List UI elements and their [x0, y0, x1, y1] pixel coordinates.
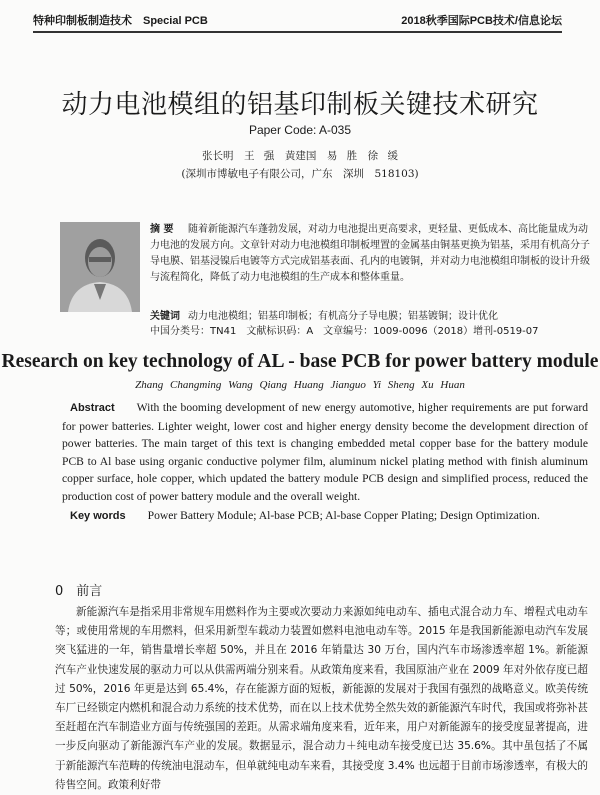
author-photo: [60, 222, 140, 312]
english-title: Research on key technology of AL - base PCB for power battery module: [1, 351, 599, 372]
cn-keywords: [150, 307, 498, 322]
en-abstract-label: Abstract: [70, 402, 115, 414]
english-abstract: [62, 399, 588, 526]
paper-code: Paper Code: A-035: [248, 123, 352, 137]
section-body: 新能源汽车是指采用非常规车用燃料作为主要或次要动力来源如纯电动车、插电式混合动力车、增程式电动车等；或使用常规的车用燃料，但采用新型车载动力装置如燃料电池电动车等。2015 年是我国新能源电动汽车发展突飞猛进的一年，销售量增长率超 50%，并且在 2016 年销量达 30 万台，国内汽车市场渗透率超 1%。新能源汽车产业快速发展的驱动力可以从供需两端分别来看。从政策角度来看，我国原油产业在 2009 年对外依存度已超过 50%，2016 年更是达到 65.4%，存在能源方面的短板，新能源的发展对于我国有强烈的战略意义。欧美传统车厂已经锁定内燃机和混合动力系统的技术优势，而在以上技术优势全然失效的新能源汽车时代，我国或将弥补甚至赶超在汽车制造业方面与传统强国的差距。从需求端角度来看，近年来，用户对新能源车的接受度显著提高，进一步反向驱动了新能源汽车产业的发展。数据显示，混合动力＋纯电动车接受度已达 35.6%。其中虽包括了不属于新能源汽车范畴的传统油电混动车，但单就纯电动车来看，其接受度 3.4% 也远超于目前市场渗透率，有极大的待售空间。政策利好带: [55, 606, 588, 791]
classification: 中国分类号：TN41 文献标识码：A 文章编号：1009-0096（2018）增刊-0519-07: [150, 326, 539, 337]
section-heading: 0 前言: [55, 584, 103, 599]
running-header-left: 特种印制板制造技术 Special PCB: [33, 15, 208, 27]
running-header-right: 2018秋季国际PCB技术/信息论坛: [401, 15, 562, 27]
en-abstract-text: With the booming development of new energy automotive, higher requirements are put forward for power batteries. Lighter weight, lower cost and higher energy density become the development direction of power batteries. The main target of this text is changing embedded metal copper base for the battery module PCB to Al base using organic conductive polymer film, aluminum nickel plating method with finish aluminum copper surface, hole copper, which updated the battery module PCB design and simplified process, reduced the production cost of power battery module and the overall weight.: [62, 401, 588, 503]
cn-abstract: [150, 222, 590, 286]
en-keywords-text: Power Battery Module; Al-base PCB; Al-base Copper Plating; Design Optimization.: [147, 509, 540, 522]
cn-keywords-label: 关键词: [150, 311, 180, 322]
cn-abstract-label: 摘 要: [150, 224, 174, 235]
paper-title: 动力电池模组的铝基印制板关键技术研究: [61, 90, 539, 120]
cn-abstract-text: 随着新能源汽车蓬勃发展，对动力电池提出更高要求，更轻量、更低成本、高比能量成为动力电池的发展方向。文章针对动力电池模组印制板埋置的金属基由铜基更换为铝基，采用有机高分子导电膜、铝基浸镍后电镀等方式完成铝基表面、孔内的电镀铜，并对动力电池模组印制板的设计升级与流程简化，降低了动力电池模组的生产成本和整体重量。: [150, 224, 590, 283]
header-rule: [33, 31, 562, 33]
affiliation: (深圳市博敏电子有限公司，广东 深圳 518103): [181, 168, 419, 180]
en-keywords-label: Key words: [70, 510, 126, 522]
authors: 张长明 王 强 黄建国 易 胜 徐 缓: [201, 150, 398, 162]
english-authors: Zhang Changming Wang Qiang Huang Jianguo Yi Sheng Xu Huan: [135, 379, 465, 391]
cn-keywords-text: 动力电池模组；铝基印制板；有机高分子导电膜；铝基镀铜；设计优化: [188, 311, 498, 322]
